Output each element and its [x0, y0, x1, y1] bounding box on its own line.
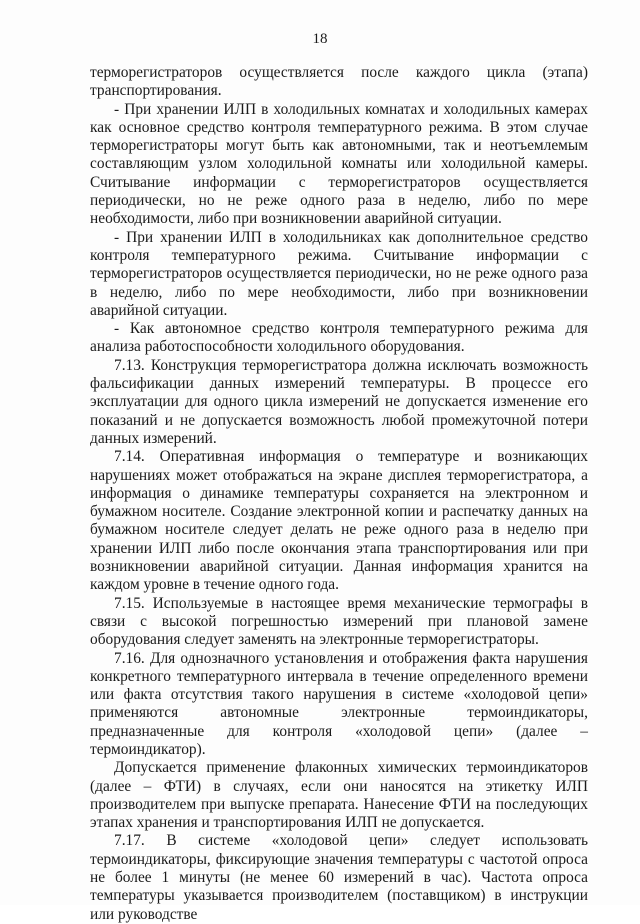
paragraph-7-13: 7.13. Конструкция терморегистратора должна исключать возможность фальсификации данных измерений температуры. В процессе его эксплуатации для одного цикла измерений не допускается изменение его показаний и не допускается возможность любой промежуточной потери данных измерений. — [90, 356, 588, 447]
paragraph-7-14: 7.14. Оперативная информация о температуре и возникающих нарушениях может отображаться на экране дисплея терморегистратора, а информация о динамике температуры сохраняется на электронном и бумажном носителе. Создание электронной копии и распечатку данных на бумажном носителе следует делать не реже одного раза в неделю при хранении ИЛП либо после окончания этапа транспортирования или при возникновении аварийной ситуации. Данная информация хранится на каждом уровне в течение одного года. — [90, 448, 588, 594]
page-number: 18 — [312, 31, 328, 47]
document-body — [90, 64, 588, 924]
paragraph-cold-rooms: - При хранении ИЛП в холодильных комнатах и холодильных камерах как основное средство контроля температурного режима. В этом случае терморегистраторы могут быть как автономными, так и неотъемлемым составляющим узлом холодильной комнаты или холодильной камеры. Считывание информации с терморегистраторов осуществляется периодически, но не реже одного раза в неделю, либо по мере необходимости, либо при возникновении аварийной ситуации. — [90, 100, 588, 228]
paragraph-refrigerators: - При хранении ИЛП в холодильниках как дополнительное средство контроля температурного режима. Считывание информации с терморегистраторов осуществляется периодически, но не реже одного раза в неделю, либо по мере необходимости, либо при возникновении аварийной ситуации. — [90, 228, 588, 319]
paragraph-7-15: 7.15. Используемые в настоящее время механические термографы в связи с высокой погрешностью измерений при плановой замене оборудования следует заменять на электронные терморегистраторы. — [90, 594, 588, 649]
paragraph-continuation: терморегистраторов осуществляется после каждого цикла (этапа) транспортирования. — [90, 64, 588, 100]
paragraph-fti: Допускается применение флаконных химических термоиндикаторов (далее – ФТИ) в случаях, если они наносятся на этикетку ИЛП производителем при выпуске препарата. Нанесение ФТИ на последующих этапах хранения и транспортирования ИЛП не допускается. — [90, 759, 588, 832]
paragraph-7-16: 7.16. Для однозначного установления и отображения факта нарушения конкретного температурного интервала в течение определенного времени или факта отсутствия такого нарушения в системе «холодовой цепи» применяются автономные электронные термоиндикаторы, предназначенные для контроля «холодовой цепи» (далее – термоиндикатор). — [90, 649, 588, 758]
paragraph-autonomous: - Как автономное средство контроля температурного режима для анализа работоспособности холодильного оборудования. — [90, 320, 588, 356]
paragraph-7-17: 7.17. В системе «холодовой цепи» следует использовать термоиндикаторы, фиксирующие значения температуры с частотой опроса не более 1 минуты (не менее 60 измерений в час). Частота опроса температуры указывается производителем (поставщиком) в инструкции или руководстве — [90, 832, 588, 923]
